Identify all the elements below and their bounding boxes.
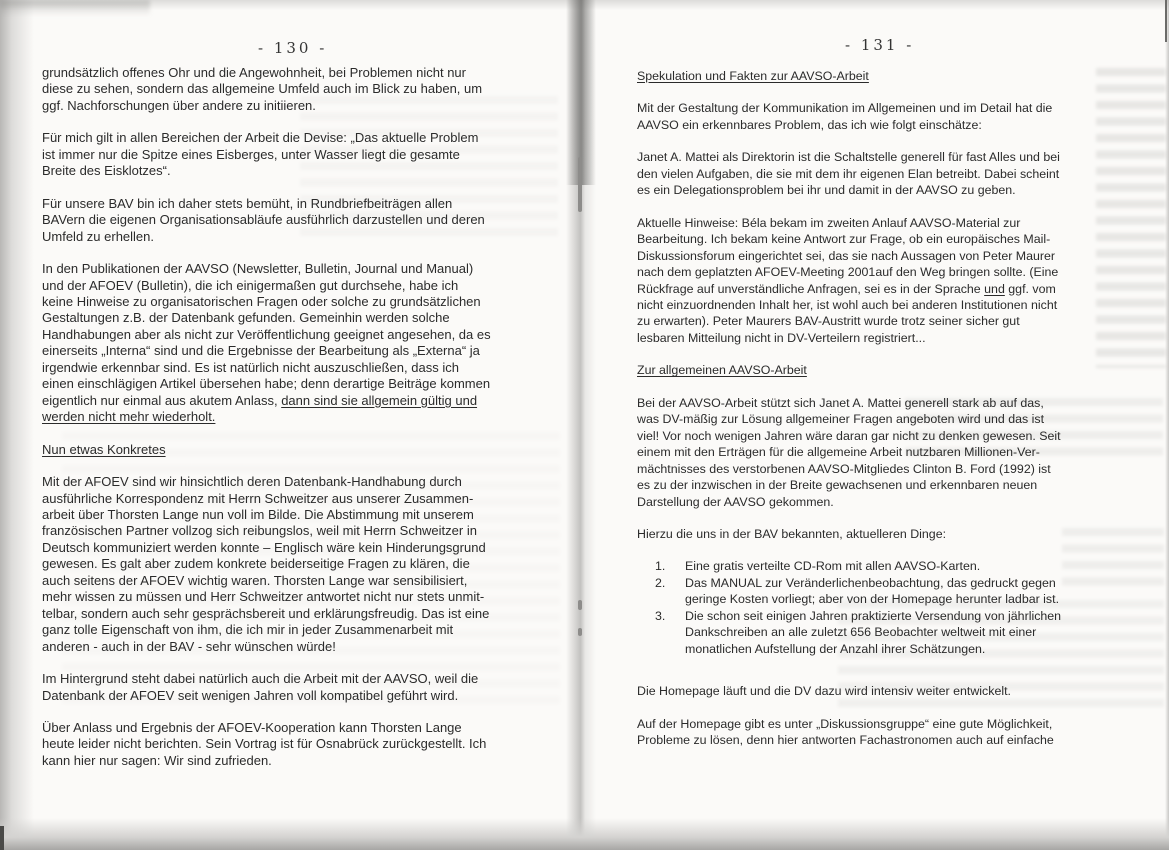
- section-heading: [637, 68, 1137, 84]
- scan-right-edge-mark: [1165, 0, 1167, 42]
- text-line: [637, 330, 1137, 346]
- text-line: [42, 147, 572, 163]
- text-line: [42, 507, 572, 523]
- text-segment: keine Hinweise zu organisatorischen Fragen oder solche zu grundsätzlichen: [42, 293, 481, 309]
- text-segment: es ein Delegationsproblem bei ihr und damit in der AAVSO zu geben.: [637, 183, 1016, 198]
- text-segment: auch seitens der AFOEV wichtig waren. Thorsten Lange war sensibilisiert,: [42, 572, 468, 588]
- text-segment: lesbaren Mitteilung nicht in DV-Verteilern registriert...: [637, 330, 926, 345]
- paragraph: [42, 671, 572, 704]
- text-segment: Darstellung der AAVSO gekommen.: [637, 494, 834, 509]
- text-segment: Dankschreiben an alle zuletzt 656 Beobachter weltweit mit einer: [685, 625, 1037, 640]
- text-segment: heute leider nicht berichten. Sein Vortrag ist für Osnabrück zurückgestellt. Ich: [42, 736, 487, 752]
- text-line: [637, 149, 1137, 165]
- text-segment: Eine gratis verteilte CD-Rom mit allen AAVSO-Karten.: [685, 559, 981, 574]
- text-line: [685, 624, 1061, 640]
- text-segment: zu erwarten). Peter Maurers BAV-Austritt wurde trotz seiner sicher gut: [637, 314, 1020, 329]
- text-segment: AAVSO ein erkennbares Problem, das ich wie folgt einschätze:: [637, 117, 982, 132]
- text-line: [685, 575, 1059, 591]
- text-line: [685, 641, 1061, 657]
- list-item-text: [685, 558, 980, 574]
- list-item-text: [685, 608, 1061, 657]
- text-line: [685, 591, 1059, 607]
- text-segment: Für unsere BAV bin ich daher stets bemüht, in Rundbriefbeiträgen allen: [42, 195, 453, 211]
- text-line: [42, 130, 572, 146]
- text-line: [637, 428, 1137, 444]
- text-line: [637, 526, 1137, 542]
- paragraph: [637, 683, 1137, 699]
- text-line: [637, 395, 1137, 411]
- book-spine-mark: [578, 600, 582, 610]
- paragraph: [637, 100, 1137, 133]
- text-line: [42, 343, 572, 359]
- text-segment: BAVern die eigenen Organisationsabläufe ausführlich darzustellen und deren: [42, 212, 485, 228]
- text-line: [637, 182, 1137, 198]
- text-line: [42, 163, 572, 179]
- text-segment: Aktuelle Hinweise: Béla bekam im zweiten Anlauf AAVSO-Material zur: [637, 215, 1021, 230]
- text-line: [42, 196, 572, 212]
- text-line: [42, 409, 572, 425]
- text-line: [42, 671, 572, 687]
- text-segment: Auf der Homepage gibt es unter „Diskussionsgruppe“ eine gute Möglichkeit,: [637, 716, 1053, 731]
- text-line: [42, 606, 572, 622]
- list-item-number: 1.: [655, 559, 666, 574]
- text-segment: einen einschlägigen Artikel übersehen habe; denn derartige Beiträge kommen: [42, 376, 491, 392]
- text-line: [42, 294, 572, 310]
- text-segment: telbar, sondern auch sehr gesprächsbereit und erklärungsfreudig. Das ist eine: [42, 605, 490, 621]
- section-heading: [637, 362, 1137, 378]
- text-line: [685, 608, 1061, 624]
- text-line: [42, 442, 572, 458]
- text-line: [637, 444, 1137, 460]
- text-line: [637, 297, 1137, 313]
- page-131-text-column: [637, 68, 1137, 749]
- text-line: [637, 68, 1137, 84]
- text-line: [42, 540, 572, 556]
- text-line: [42, 327, 572, 343]
- text-segment: Die schon seit einigen Jahren praktizierte Versendung von jährlichen: [685, 608, 1062, 623]
- text-segment: kann hier nur sagen: Wir sind zufrieden.: [42, 752, 272, 768]
- text-line: [42, 278, 572, 294]
- text-segment: was DV-mäßig zur Lösung allgemeiner Fragen angeboten wird und das ist: [637, 412, 1045, 427]
- text-segment: einem mit den Erträgen für die allgemeine Arbeit nutzbaren Millionen-Ver-: [637, 445, 1040, 460]
- text-segment: Im Hintergrund steht dabei natürlich auch die Arbeit mit der AAVSO, weil die: [42, 671, 479, 687]
- text-line: [42, 688, 572, 704]
- text-line: [42, 736, 572, 752]
- text-line: [637, 683, 1137, 699]
- underlined-text: werden nicht mehr wiederholt.: [42, 409, 216, 425]
- text-segment: arbeit über Thorsten Lange nun voll im Bilde. Die Abstimmung mit unserem: [42, 506, 474, 522]
- text-segment: mehr wissen zu müssen und Herr Schweitzer antwortet nicht nur stets unmit-: [42, 589, 485, 605]
- text-line: [637, 313, 1137, 329]
- text-line: [637, 411, 1137, 427]
- text-segment: ist immer nur die Spitze eines Eisberges, unter Wasser liegt die gesamte: [42, 146, 460, 162]
- paragraph: [42, 65, 572, 114]
- text-segment: den vielen Aufgaben, die sie mit dem ihr eigenen Elan betreibt. Dabei scheint: [637, 166, 1060, 181]
- underlined-text: Spekulation und Fakten zur AAVSO-Arbeit: [637, 69, 869, 83]
- text-segment: Umfeld zu erhellen.: [42, 228, 154, 244]
- text-segment: einerseits „Interna“ sind und die Ergebnisse der Bearbeitung als „Externa“ ja: [42, 343, 480, 359]
- section-heading: [42, 442, 572, 458]
- list-item: [655, 575, 1137, 608]
- list-item: [655, 558, 1137, 574]
- text-line: [42, 491, 572, 507]
- text-segment: Bearbeitung. Ich bekam keine Antwort zur Frage, ob ein europäisches Mail-: [637, 232, 1051, 247]
- text-line: [42, 523, 572, 539]
- book-spine-mark: [578, 157, 582, 212]
- paragraph: [42, 130, 572, 179]
- text-segment: monatlichen Aufstellung der Anzahl ihrer Schätzungen.: [685, 641, 986, 656]
- text-line: [42, 393, 572, 409]
- text-segment: Bei der AAVSO-Arbeit stützt sich Janet A. Mattei generell stark ab auf das,: [637, 395, 1044, 410]
- text-line: [42, 98, 572, 114]
- text-segment: Probleme zu lösen, denn hier antworten Fachastronomen auch auf einfache: [637, 733, 1054, 748]
- text-segment: Die Homepage läuft und die DV dazu wird intensiv weiter entwickelt.: [637, 684, 1011, 699]
- underlined-text: und: [984, 281, 1005, 296]
- text-segment: ggf. Nachforschungen über andere zu initiieren.: [42, 97, 316, 113]
- text-line: [42, 622, 572, 638]
- text-line: [637, 215, 1137, 231]
- text-line: [42, 65, 572, 81]
- text-line: [685, 558, 980, 574]
- page-number-131: - 131 -: [845, 36, 915, 54]
- scan-bottom-edge-shadow: [0, 818, 1169, 850]
- text-segment: Breite des Eisklotzes“.: [42, 163, 171, 179]
- page-number-130: - 130 -: [258, 39, 328, 57]
- paragraph: [42, 261, 572, 426]
- text-line: [42, 720, 572, 736]
- paragraph: [637, 395, 1137, 510]
- paragraph: [42, 720, 572, 769]
- text-segment: mächtnisses des verstorbenen AAVSO-Mitgliedes Clinton B. Ford (1992) ist: [637, 461, 1051, 476]
- text-line: [637, 281, 1137, 297]
- text-line: [42, 753, 572, 769]
- text-segment: Rückfrage auf unverständliche Anfragen, sei es in der Sprache: [637, 281, 985, 296]
- scan-left-edge-shadow: [0, 0, 34, 850]
- text-segment: ggf. vom: [1004, 281, 1056, 296]
- text-segment: gewesen. Es galt aber zudem konkrete beiderseitige Fragen zu klären, die: [42, 556, 470, 572]
- text-line: [637, 166, 1137, 182]
- text-line: [42, 310, 572, 326]
- text-segment: irgendwie erkennbar sind. Es ist natürlich nicht auszuschließen, dass ich: [42, 359, 459, 375]
- list-item: [655, 608, 1137, 657]
- text-segment: nach dem geplatzten AFOEV-Meeting 2001auf den Weg bringen sollte. (Eine: [637, 265, 1059, 280]
- text-segment: Gestaltungen z.B. der Datenbank gefunden. Gemeinhin werden solche: [42, 310, 450, 326]
- scan-bottom-left-notch: [0, 826, 4, 850]
- text-segment: viel! Vor noch wenigen Jahren wäre daran gar nicht zu denken gewesen. Seit: [637, 428, 1061, 443]
- text-line: [42, 589, 572, 605]
- underlined-text: Zur allgemeinen AAVSO-Arbeit: [637, 363, 807, 378]
- text-segment: Hierzu die uns in der BAV bekannten, aktuelleren Dinge:: [637, 526, 947, 541]
- text-line: [42, 229, 572, 245]
- text-line: [637, 248, 1137, 264]
- paragraph: [637, 215, 1137, 347]
- text-segment: Für mich gilt in allen Bereichen der Arbeit die Devise: „Das aktuelle Problem: [42, 130, 479, 146]
- text-line: [42, 261, 572, 277]
- text-segment: eigentlich nur einmal aus akutem Anlass,: [42, 392, 282, 408]
- text-line: [42, 573, 572, 589]
- paragraph: [637, 716, 1137, 749]
- text-segment: diese zu sehen, sondern das allgemeine Umfeld auch im Blick zu haben, um: [42, 81, 483, 97]
- text-line: [637, 732, 1137, 748]
- text-segment: es zu der inzwischen in der Breite gewachsenen und erkennbaren neuen: [637, 478, 1038, 493]
- text-segment: grundsätzlich offenes Ohr und die Angewohnheit, bei Problemen nicht nur: [42, 65, 466, 80]
- text-line: [42, 474, 572, 490]
- list-item-number: 3.: [655, 608, 666, 623]
- list-item-number: 2.: [655, 575, 666, 590]
- text-segment: Handhabungen aber als nicht zur Veröffentlichung geeignet angesehen, da es: [42, 326, 491, 342]
- text-line: [42, 360, 572, 376]
- text-line: [637, 716, 1137, 732]
- text-segment: Diskussionsforum eingerichtet sei, das sie nach Aussagen von Peter Maurer: [637, 248, 1056, 263]
- text-line: [637, 264, 1137, 280]
- underlined-text: Nun etwas Konkretes: [42, 441, 166, 457]
- text-line: [42, 212, 572, 228]
- text-segment: Datenbank der AFOEV seit wenigen Jahren voll kompatibel geführt wird.: [42, 687, 459, 703]
- text-line: [637, 362, 1137, 378]
- paragraph: [637, 526, 1137, 542]
- paragraph: [637, 149, 1137, 198]
- numbered-list: [637, 558, 1137, 657]
- text-line: [42, 556, 572, 572]
- text-segment: Über Anlass und Ergebnis der AFOEV-Kooperation kann Thorsten Lange: [42, 719, 462, 735]
- list-item-text: [685, 575, 1059, 608]
- text-segment: anderen - auch in der BAV - sehr wünschen würde!: [42, 638, 336, 654]
- page-130-text-column: [42, 65, 572, 769]
- text-segment: Mit der Gestaltung der Kommunikation im Allgemeinen und im Detail hat die: [637, 101, 1053, 116]
- text-segment: ganz tolle Eigenschaft von ihm, die ich mir in jeder Zusammenarbeit mit: [42, 622, 454, 638]
- text-segment: Deutsch kommuniziert werden konnte – Englisch wäre kein Hinderungsgrund: [42, 539, 486, 555]
- text-segment: Das MANUAL zur Veränderlichenbeobachtung, das gedruckt gegen: [685, 575, 1056, 590]
- underlined-text: dann sind sie allgemein gültig und: [281, 392, 478, 408]
- text-segment: Mit der AFOEV sind wir hinsichtlich deren Datenbank-Handhabung durch: [42, 474, 462, 490]
- text-segment: französischen Partner vollzog sich reibungslos, weil mit Herrn Schweitzer in: [42, 523, 477, 539]
- text-line: [42, 376, 572, 392]
- text-line: [42, 639, 572, 655]
- paragraph: [42, 196, 572, 245]
- text-line: [637, 100, 1137, 116]
- text-segment: Janet A. Mattei als Direktorin ist die Schaltstelle generell für fast Alles und bei: [637, 150, 1060, 165]
- text-line: [637, 231, 1137, 247]
- text-line: [637, 494, 1137, 510]
- text-segment: In den Publikationen der AAVSO (Newsletter, Bulletin, Journal und Manual): [42, 261, 474, 277]
- text-segment: nicht einzuordnenden Inhalt her, ist wohl auch bei anderen Institutionen nicht: [637, 297, 1058, 312]
- text-segment: und der AFOEV (Bulletin), die ich einigermaßen gut durchsehe, habe ich: [42, 277, 459, 293]
- text-line: [637, 117, 1137, 133]
- text-segment: geringe Kosten vorliegt; aber von der Homepage herunter ladbar ist.: [685, 592, 1060, 607]
- text-line: [42, 81, 572, 97]
- text-segment: ausführliche Korrespondenz mit Herrn Schweitzer aus unserer Zusammen-: [42, 490, 474, 506]
- text-line: [637, 461, 1137, 477]
- book-spine-mark: [578, 628, 582, 636]
- text-line: [637, 477, 1137, 493]
- paragraph: [42, 474, 572, 655]
